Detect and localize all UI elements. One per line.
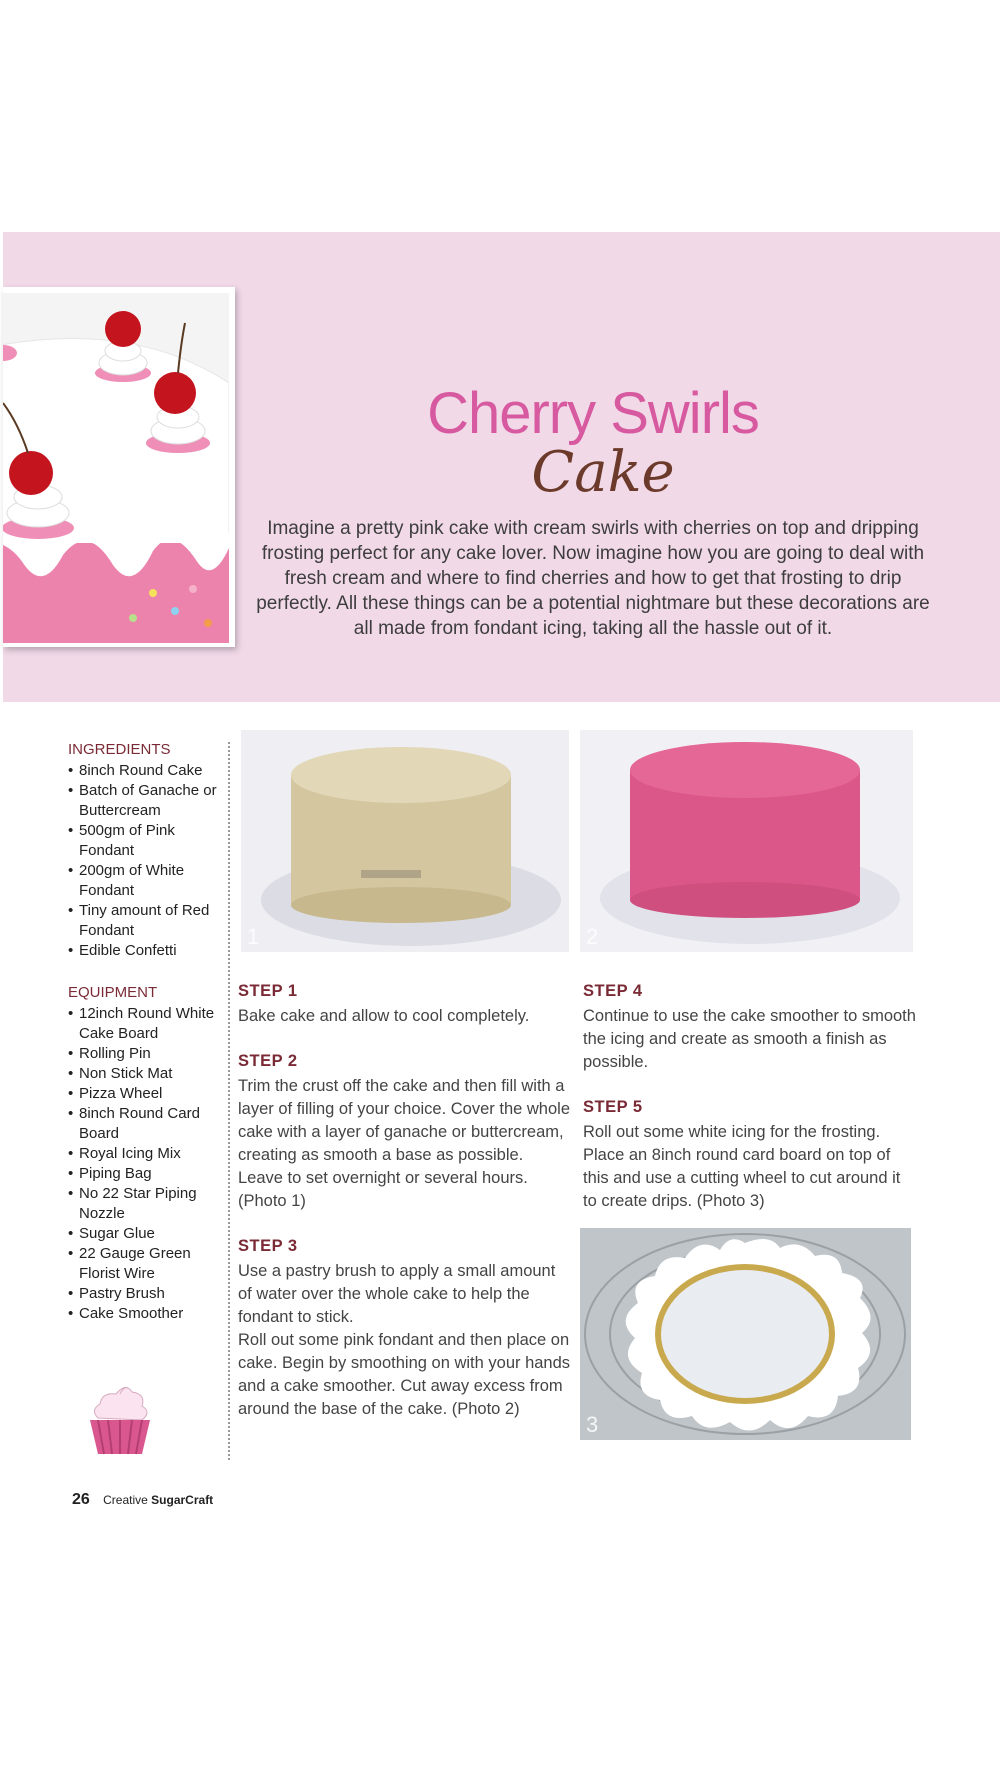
step-photo-2 bbox=[580, 730, 913, 952]
page-title: Cherry Swirls bbox=[427, 381, 759, 446]
step-photo-3 bbox=[580, 1228, 911, 1440]
photo-number: 1 bbox=[247, 924, 260, 949]
equipment-item: • Pastry Brush bbox=[68, 1284, 228, 1304]
ingredients-list bbox=[68, 761, 228, 961]
photo-number: 3 bbox=[586, 1412, 599, 1437]
intro-paragraph: Imagine a pretty pink cake with cream swirls with cherries on top and dripping frosting perfect for any cake lover. Now imagine how you are going to deal with fresh cream and where to find cherries and how to get that frosting to drip perfectly. All these things can be a potential nightmare but these decorations are all made from fondant icing, taking all the hassle out of it. bbox=[256, 518, 930, 639]
equipment-item: • No 22 Star Piping Nozzle bbox=[68, 1184, 228, 1224]
magazine-brand: SugarCraft bbox=[151, 1493, 214, 1507]
equipment-item: • Sugar Glue bbox=[68, 1224, 228, 1244]
step-body: Roll out some white icing for the frosting. Place an 8inch round card board on top of this and use a cutting wheel to cut around it to create drips. (Photo 3) bbox=[583, 1123, 901, 1210]
steps-column-left bbox=[238, 980, 572, 1421]
step-photo-1 bbox=[241, 730, 569, 952]
ingredient-item: • 200gm of White Fondant bbox=[68, 861, 228, 901]
step-body: Roll out some pink fondant and then place on cake. Begin by smoothing on with your hands and a cake smoother. Cut away excess from around the base of the cake. (Photo 2) bbox=[238, 1331, 571, 1418]
ingredient-item: • Batch of Ganache or Buttercream bbox=[68, 781, 228, 821]
ingredient-item: • 8inch Round Cake bbox=[68, 761, 228, 781]
ingredients-heading: INGREDIENTS bbox=[68, 741, 171, 758]
step-body: Continue to use the cake smoother to smooth the icing and create as smooth a finish as possible. bbox=[583, 1007, 916, 1071]
equipment-item: • Rolling Pin bbox=[68, 1044, 228, 1064]
step-title: STEP 1 bbox=[238, 982, 298, 1000]
equipment-item: • Pizza Wheel bbox=[68, 1084, 228, 1104]
equipment-item: • 22 Gauge Green Florist Wire bbox=[68, 1244, 228, 1284]
ingredient-item: • Tiny amount of Red Fondant bbox=[68, 901, 228, 941]
step-body: Trim the crust off the cake and then fill with a layer of filling of your choice. Cover the whole cake with a layer of ganache or buttercream, creating as smooth a base as possible. Leave to set overnight or several hours. (Photo 1) bbox=[238, 1077, 570, 1210]
step-title: STEP 2 bbox=[238, 1052, 298, 1070]
equipment-item: • Non Stick Mat bbox=[68, 1064, 228, 1084]
sidebar bbox=[68, 740, 228, 1324]
page-number: 26 bbox=[72, 1491, 90, 1508]
ingredient-item: • Edible Confetti bbox=[68, 941, 228, 961]
equipment-item: • 8inch Round Card Board bbox=[68, 1104, 228, 1144]
step-body: Use a pastry brush to apply a small amount of water over the whole cake to help the fondant to stick. bbox=[238, 1262, 556, 1326]
ingredient-item: • 500gm of Pink Fondant bbox=[68, 821, 228, 861]
page-footer bbox=[72, 1491, 213, 1509]
cupcake-icon bbox=[80, 1380, 160, 1460]
equipment-item: • 12inch Round White Cake Board bbox=[68, 1004, 228, 1044]
step-title: STEP 5 bbox=[583, 1098, 643, 1116]
header-banner bbox=[3, 232, 1000, 702]
magazine-prefix: Creative bbox=[103, 1493, 148, 1507]
step-body: Bake cake and allow to cool completely. bbox=[238, 1007, 530, 1025]
hero-cake-photo bbox=[3, 293, 229, 643]
steps-column-right bbox=[583, 980, 917, 1235]
equipment-list bbox=[68, 1004, 228, 1324]
equipment-heading: EQUIPMENT bbox=[68, 984, 158, 1001]
equipment-item: • Royal Icing Mix bbox=[68, 1144, 228, 1164]
equipment-item: • Piping Bag bbox=[68, 1164, 228, 1184]
page-subtitle: Cake bbox=[531, 440, 675, 505]
step-title: STEP 4 bbox=[583, 982, 643, 1000]
equipment-item: • Cake Smoother bbox=[68, 1304, 228, 1324]
step-title: STEP 3 bbox=[238, 1237, 298, 1255]
column-divider bbox=[228, 742, 230, 1460]
photo-number: 2 bbox=[586, 924, 599, 949]
hero-photo-frame bbox=[3, 287, 235, 647]
